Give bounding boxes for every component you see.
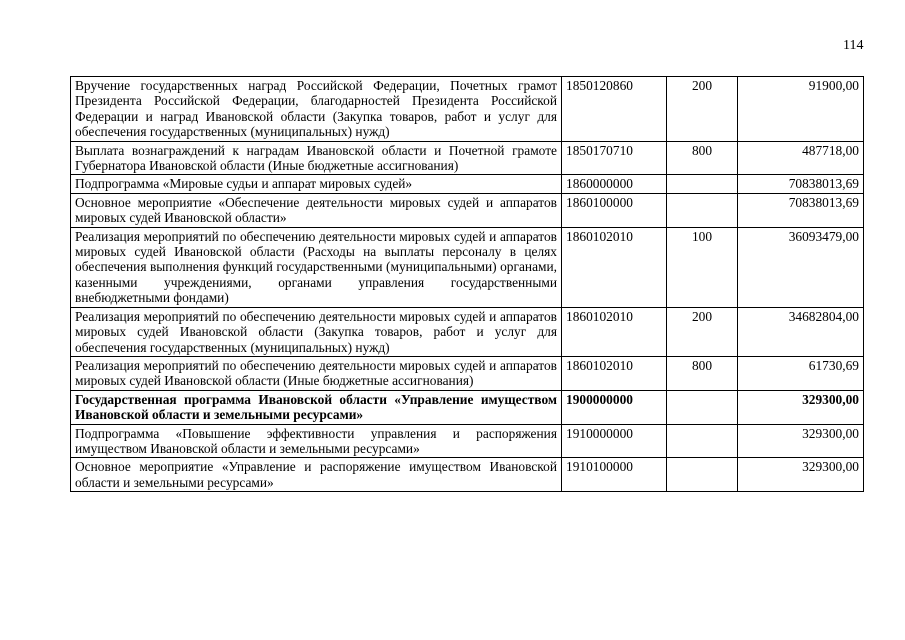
row-name-cell: Основное мероприятие «Обеспечение деятельности мировых судей и аппаратов мировых судей Ивановской области» <box>71 193 562 227</box>
row-expense-type-cell: 200 <box>667 77 738 142</box>
row-sum-cell: 70838013,69 <box>738 175 864 193</box>
row-expense-type-cell: 100 <box>667 227 738 307</box>
row-name-cell: Реализация мероприятий по обеспечению деятельности мировых судей и аппаратов мировых судей Ивановской области (Иные бюджетные ассигнования) <box>71 356 562 390</box>
table-row <box>71 227 864 307</box>
row-expense-type-cell: 800 <box>667 141 738 175</box>
table-row <box>71 424 864 458</box>
page-number: 114 <box>843 38 864 53</box>
row-code-cell: 1910000000 <box>562 424 667 458</box>
row-expense-type-cell <box>667 424 738 458</box>
row-expense-type-cell <box>667 390 738 424</box>
row-code-cell: 1860102010 <box>562 307 667 356</box>
row-code-cell: 1900000000 <box>562 390 667 424</box>
row-code-cell: 1860102010 <box>562 356 667 390</box>
row-expense-type-cell: 200 <box>667 307 738 356</box>
row-sum-cell: 329300,00 <box>738 424 864 458</box>
table-row <box>71 458 864 492</box>
row-expense-type-cell <box>667 458 738 492</box>
row-sum-cell: 61730,69 <box>738 356 864 390</box>
table-row <box>71 307 864 356</box>
row-sum-cell: 329300,00 <box>738 390 864 424</box>
row-name-cell: Государственная программа Ивановской области «Управление имуществом Ивановской области и земельными ресурсами» <box>71 390 562 424</box>
row-code-cell: 1860100000 <box>562 193 667 227</box>
table-row <box>71 390 864 424</box>
table-row <box>71 141 864 175</box>
row-name-cell: Реализация мероприятий по обеспечению деятельности мировых судей и аппаратов мировых судей Ивановской области (Расходы на выплаты персоналу в целях обеспечения выполнения функций государственными (муниципальными) органами, казенными учреждениями, органами управления государственными внебюджетными фондами) <box>71 227 562 307</box>
row-sum-cell: 36093479,00 <box>738 227 864 307</box>
row-sum-cell: 70838013,69 <box>738 193 864 227</box>
row-code-cell: 1850120860 <box>562 77 667 142</box>
row-name-cell: Выплата вознаграждений к наградам Ивановской области и Почетной грамоте Губернатора Ивановской области (Иные бюджетные ассигнования) <box>71 141 562 175</box>
table-row <box>71 193 864 227</box>
row-expense-type-cell <box>667 175 738 193</box>
table-row <box>71 175 864 193</box>
budget-table-body <box>71 77 864 492</box>
row-sum-cell: 34682804,00 <box>738 307 864 356</box>
row-code-cell: 1860000000 <box>562 175 667 193</box>
row-code-cell: 1860102010 <box>562 227 667 307</box>
row-expense-type-cell: 800 <box>667 356 738 390</box>
row-name-cell: Подпрограмма «Повышение эффективности управления и распоряжения имуществом Ивановской области и земельными ресурсами» <box>71 424 562 458</box>
row-code-cell: 1910100000 <box>562 458 667 492</box>
row-sum-cell: 91900,00 <box>738 77 864 142</box>
table-row <box>71 356 864 390</box>
row-sum-cell: 329300,00 <box>738 458 864 492</box>
row-code-cell: 1850170710 <box>562 141 667 175</box>
row-expense-type-cell <box>667 193 738 227</box>
budget-table <box>70 76 864 492</box>
row-name-cell: Подпрограмма «Мировые судьи и аппарат мировых судей» <box>71 175 562 193</box>
row-sum-cell: 487718,00 <box>738 141 864 175</box>
row-name-cell: Вручение государственных наград Российской Федерации, Почетных грамот Президента Российской Федерации, благодарностей Президента Российской Федерации и наград Ивановской области (Закупка товаров, работ и услуг для обеспечения государственных (муниципальных) нужд) <box>71 77 562 142</box>
table-row <box>71 77 864 142</box>
row-name-cell: Основное мероприятие «Управление и распоряжение имуществом Ивановской области и земельными ресурсами» <box>71 458 562 492</box>
row-name-cell: Реализация мероприятий по обеспечению деятельности мировых судей и аппаратов мировых судей Ивановской области (Закупка товаров, работ и услуг для обеспечения государственных (муниципальных) нужд) <box>71 307 562 356</box>
